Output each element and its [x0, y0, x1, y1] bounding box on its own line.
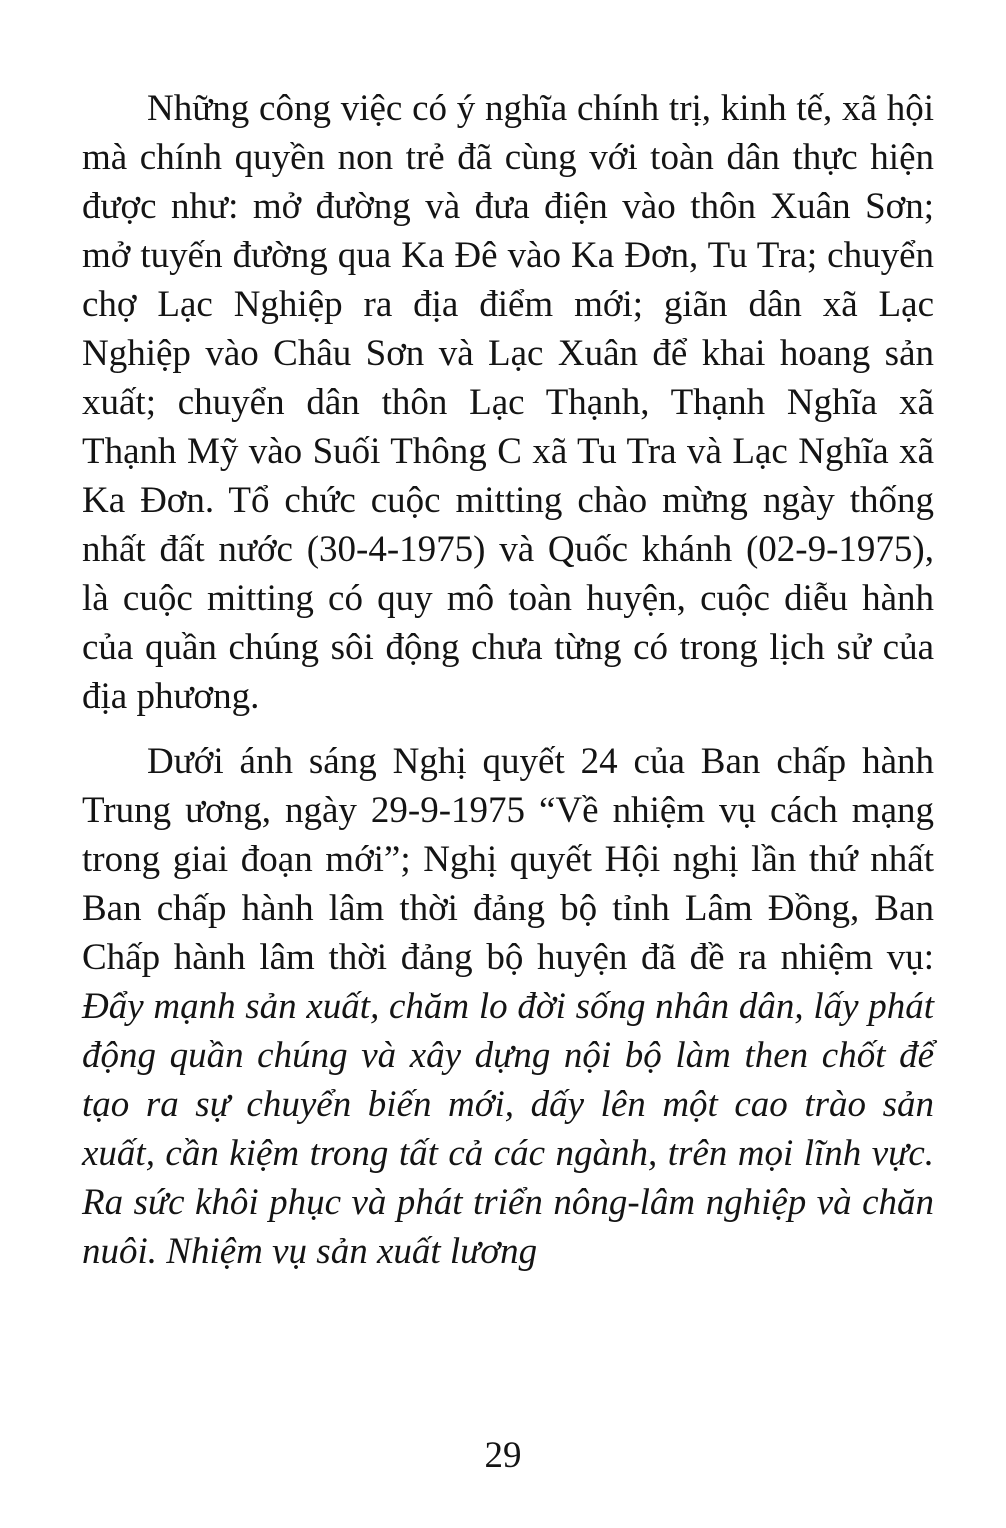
page-number: 29 — [484, 1435, 522, 1476]
paragraph-1-text: Những công việc có ý nghĩa chính trị, kinh tế, xã hội mà chính quyền non trẻ đã cùng với toàn dân thực hiện được như: mở đường và đưa điện vào thôn Xuân Sơn; mở tuyến đường qua Ka Đê vào Ka Đơn, Tu Tra; chuyển chợ Lạc Nghiệp ra địa điểm mới; giãn dân xã Lạc Nghiệp vào Châu Sơn và Lạc Xuân để khai hoang sản xuất; chuyển dân thôn Lạc Thạnh, Thạnh Nghĩa xã Thạnh Mỹ vào Suối Thông C xã Tu Tra và Lạc Nghĩa xã Ka Đơn. Tổ chức cuộc mitting chào mừng ngày thống nhất đất nước (30-4-1975) và Quốc khánh (02-9-1975), là cuộc mitting có quy mô toàn huyện, cuộc diễu hành của quần chúng sôi động chưa từng có trong lịch sử của địa phương. — [82, 88, 934, 717]
paragraph-2-italic-text: Đẩy mạnh sản xuất, chăm lo đời sống nhân dân, lấy phát động quần chúng và xây dựng nội bộ làm then chốt để tạo ra sự chuyển biến mới, dấy lên một cao trào sản xuất, cần kiệm trong tất cả các ngành, trên mọi lĩnh vực. Ra sức khôi phục và phát triển nông-lâm nghiệp và chăn nuôi. Nhiệm vụ sản xuất lương — [82, 986, 934, 1272]
paragraph-2-text: Dưới ánh sáng Nghị quyết 24 của Ban chấp hành Trung ương, ngày 29-9-1975 “Về nhiệm vụ cách mạng trong giai đoạn mới”; Nghị quyết Hội nghị lần thứ nhất Ban chấp hành lâm thời đảng bộ tỉnh Lâm Đồng, Ban Chấp hành lâm thời đảng bộ huyện đã đề ra nhiệm vụ: — [82, 741, 934, 978]
page-body — [82, 84, 934, 1276]
paragraph-1 — [82, 84, 934, 721]
paragraph-2 — [82, 737, 934, 1276]
